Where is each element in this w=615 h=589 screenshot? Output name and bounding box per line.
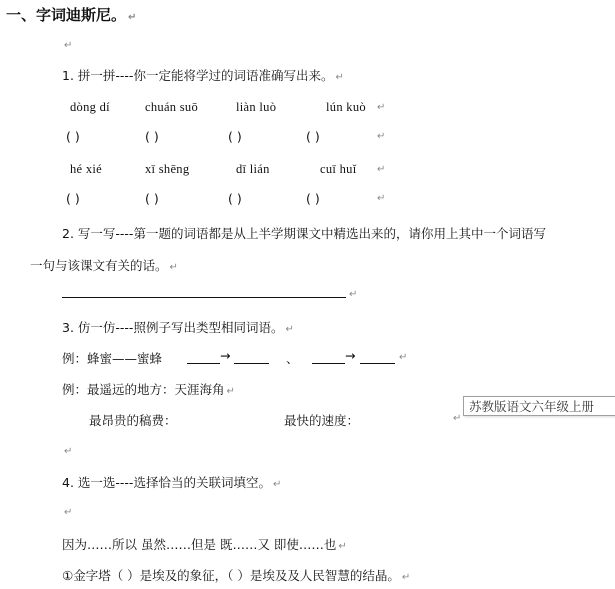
- arrow-icon: →: [220, 348, 231, 363]
- paragraph-mark-icon: ↵: [64, 40, 73, 51]
- paragraph-mark-icon: ↵: [272, 479, 282, 490]
- separator: 、: [286, 351, 299, 366]
- paragraph-mark-icon: ↵: [377, 102, 386, 113]
- section-title: 一、字词迪斯尼。 ↵: [6, 6, 137, 24]
- conjunction-options: 因为……所以 虽然……但是 既……又 即使……也 ↵: [62, 537, 347, 552]
- answer-blank-1-4[interactable]: ( ): [306, 129, 320, 144]
- answer-blank-3-2[interactable]: [234, 363, 269, 364]
- example-2: 例：最遥远的地方：天涯海角 ↵: [62, 382, 235, 397]
- question-4-item-1: ①金字塔（ ）是埃及的象征，（ ）是埃及及人民智慧的结晶。 ↵: [62, 568, 411, 583]
- answer-blank-1-3[interactable]: ( ): [228, 129, 242, 144]
- answer-blank-2-3[interactable]: ( ): [228, 191, 242, 206]
- answer-line[interactable]: [62, 297, 346, 298]
- paragraph-mark-icon: ↵: [338, 541, 347, 552]
- answer-blank-3-4[interactable]: [360, 363, 395, 364]
- paragraph-mark-icon: ↵: [64, 507, 73, 518]
- question-2-heading: 2. 写一写----第一题的词语都是从上半学期课文中精选出来的，请你用上其中一个词语写: [62, 226, 546, 241]
- paragraph-mark-icon: ↵: [64, 446, 73, 457]
- paragraph-mark-icon: ↵: [335, 72, 344, 83]
- question-3-heading: 3. 仿一仿----照例子写出类型相同词语。 ↵: [62, 320, 294, 335]
- arrow-icon: →: [345, 348, 356, 363]
- question-2-continuation: 一句与该课文有关的话。 ↵: [30, 258, 178, 273]
- prompt-fastest: 最快的速度：: [284, 413, 360, 428]
- prompt-most-expensive: 最昂贵的稿费：: [89, 413, 177, 428]
- pinyin-2-2: xī shēng: [145, 162, 190, 176]
- paragraph-mark-icon: ↵: [399, 352, 408, 363]
- answer-blank-1-2[interactable]: ( ): [145, 129, 159, 144]
- paragraph-mark-icon: ↵: [453, 413, 462, 424]
- answer-blank-2-4[interactable]: ( ): [306, 191, 320, 206]
- pinyin-1-1: dòng dí: [70, 100, 110, 114]
- paragraph-mark-icon: ↵: [285, 324, 294, 335]
- pinyin-1-2: chuán suō: [145, 100, 199, 114]
- pinyin-2-1: hé xié: [70, 162, 102, 176]
- answer-blank-2-2[interactable]: ( ): [145, 191, 159, 206]
- paragraph-mark-icon: ↵: [128, 12, 137, 23]
- example-1-label: 例：蜂蜜——蜜蜂: [62, 351, 163, 366]
- paragraph-mark-icon: ↵: [226, 386, 235, 397]
- paragraph-mark-icon: ↵: [169, 262, 178, 273]
- paragraph-mark-icon: ↵: [401, 572, 411, 583]
- pinyin-1-3: liàn luò: [236, 100, 277, 114]
- answer-blank-3-3[interactable]: [312, 363, 345, 364]
- paragraph-mark-icon: ↵: [377, 193, 386, 204]
- pinyin-1-4: lún kuò: [326, 100, 366, 114]
- document-title-tooltip: 苏教版语文六年级上册: [463, 396, 615, 416]
- answer-blank-1-1[interactable]: ( ): [66, 129, 80, 144]
- question-1-heading: 1. 拼一拼----你一定能将学过的词语准确写出来。 ↵: [62, 68, 344, 83]
- answer-blank-2-1[interactable]: ( ): [66, 191, 80, 206]
- pinyin-2-3: dī lián: [236, 162, 270, 176]
- question-4-heading: 4. 选一选----选择恰当的关联词填空。 ↵: [62, 475, 282, 490]
- paragraph-mark-icon: ↵: [377, 164, 386, 175]
- paragraph-mark-icon: ↵: [377, 131, 386, 142]
- answer-blank-3-1[interactable]: [187, 363, 220, 364]
- pinyin-2-4: cuī huǐ: [320, 162, 357, 176]
- paragraph-mark-icon: ↵: [349, 289, 358, 300]
